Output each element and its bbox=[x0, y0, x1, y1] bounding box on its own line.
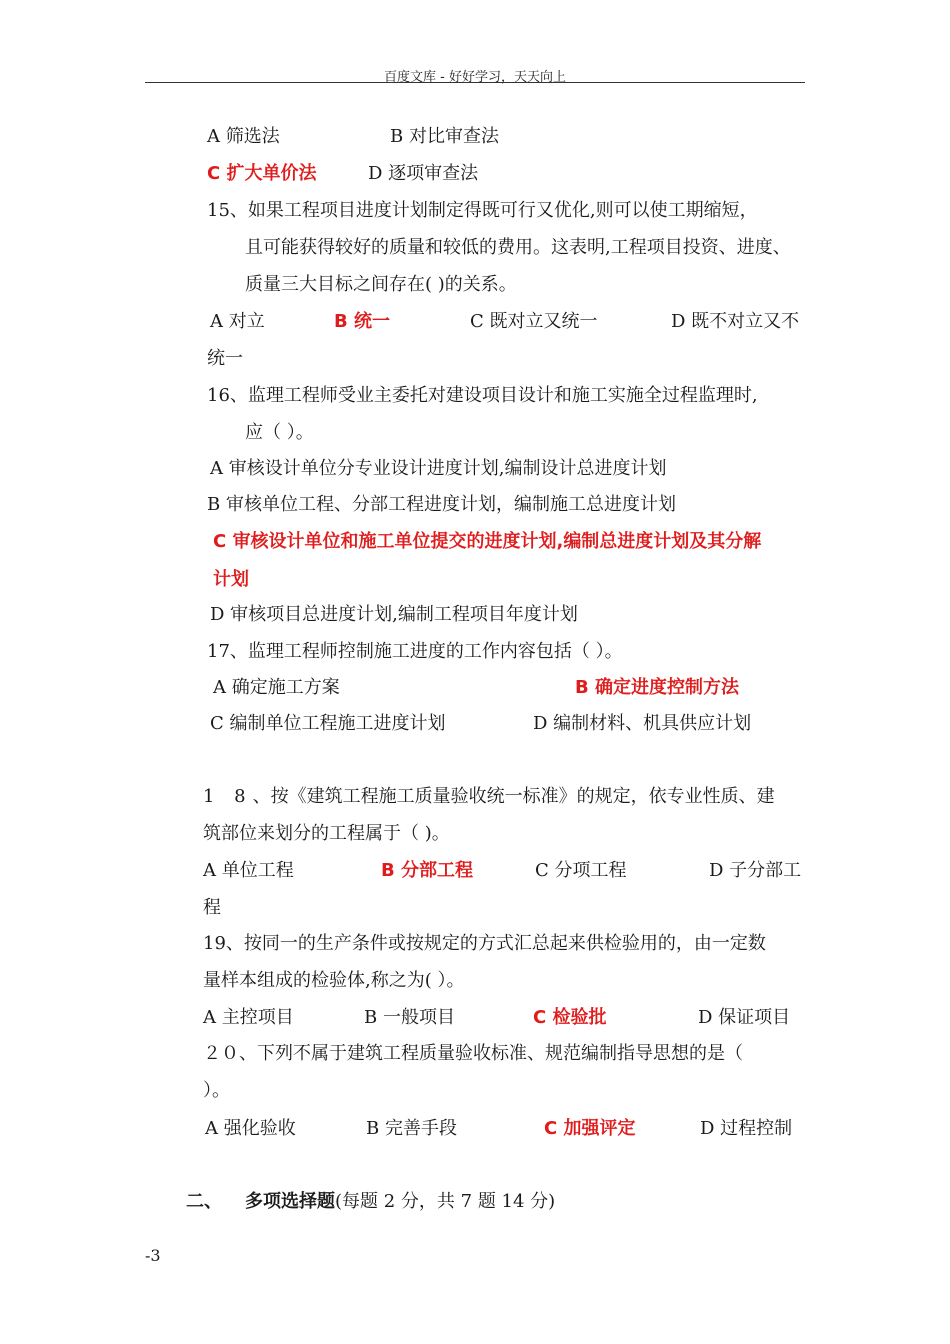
q18-option-c: C 分项工程 bbox=[535, 860, 627, 881]
q16-stem-line-2: 应（ ）。 bbox=[245, 422, 314, 443]
q16-stem-line-1: 16、监理工程师受业主委托对建设项目设计和施工实施全过程监理时, bbox=[207, 385, 758, 406]
page-number: -3 bbox=[145, 1246, 161, 1265]
q14-option-a: A 筛选法 bbox=[207, 126, 280, 147]
q16-option-b: B 审核单位工程、分部工程进度计划，编制施工总进度计划 bbox=[207, 494, 676, 515]
q15-stem-line-2: 且可能获得较好的质量和较低的费用。这表明,工程项目投资、进度、 bbox=[245, 237, 791, 258]
section-2-note: (每题 2 分，共 7 题 14 分) bbox=[335, 1191, 556, 1212]
q16-option-c-answer-continued: 计划 bbox=[213, 569, 249, 590]
q18-stem-line-1 bbox=[203, 786, 775, 808]
q15-option-c: C 既对立又统一 bbox=[470, 311, 598, 332]
q20-option-d: D 过程控制 bbox=[700, 1118, 793, 1139]
section-2-number: 二、 bbox=[186, 1191, 222, 1212]
q16-option-c-answer: C 审核设计单位和施工单位提交的进度计划,编制总进度计划及其分解 bbox=[213, 531, 762, 552]
q20-stem-line-1: ２０、下列不属于建筑工程质量验收标准、规范编制指导思想的是（ bbox=[203, 1043, 743, 1064]
q17-option-c: C 编制单位工程施工进度计划 bbox=[210, 713, 446, 734]
section-2-title: 多项选择题 bbox=[245, 1191, 335, 1212]
q15-option-a: A 对立 bbox=[210, 311, 265, 332]
q15-stem-line-1: 15、如果工程项目进度计划制定得既可行又优化,则可以使工期缩短， bbox=[207, 200, 758, 221]
section-2-heading bbox=[245, 1191, 555, 1213]
q20-option-a: A 强化验收 bbox=[205, 1118, 296, 1139]
q16-option-a: A 审核设计单位分专业设计进度计划,编制设计总进度计划 bbox=[210, 458, 667, 479]
q18-option-a: A 单位工程 bbox=[203, 860, 294, 881]
q20-stem-line-2: ）。 bbox=[203, 1080, 230, 1101]
q17-option-d: D 编制材料、机具供应计划 bbox=[533, 713, 752, 734]
q17-option-b-answer: B 确定进度控制方法 bbox=[575, 677, 739, 698]
q14-option-c-answer: C 扩大单价法 bbox=[207, 163, 317, 184]
q14-option-b: B 对比审查法 bbox=[390, 126, 499, 147]
q20-option-c-answer: C 加强评定 bbox=[544, 1118, 636, 1139]
q18-stem-line-2: 筑部位来划分的工程属于（ )。 bbox=[203, 823, 450, 844]
page-header: 百度文库 - 好好学习，天天向上 bbox=[384, 70, 566, 85]
q15-option-b-answer: B 统一 bbox=[334, 311, 390, 332]
q19-option-b: B 一般项目 bbox=[364, 1007, 455, 1028]
q20-option-b: B 完善手段 bbox=[366, 1118, 457, 1139]
q19-stem-line-2: 量样本组成的检验体,称之为( ）。 bbox=[203, 970, 465, 991]
q19-stem-line-1: 19、按同一的生产条件或按规定的方式汇总起来供检验用的，由一定数 bbox=[203, 933, 766, 954]
q15-stem-line-3: 质量三大目标之间存在( )的关系。 bbox=[245, 274, 517, 295]
q16-option-d: D 审核项目总进度计划,编制工程项目年度计划 bbox=[210, 604, 578, 625]
q19-option-d: D 保证项目 bbox=[698, 1007, 791, 1028]
q15-option-d-continued: 统一 bbox=[207, 348, 243, 369]
q18-stem-text: 、按《建筑工程施工质量验收统一标准》的规定，依专业性质、建 bbox=[252, 786, 775, 807]
q14-option-d: D 逐项审查法 bbox=[368, 163, 479, 184]
header-rule bbox=[145, 82, 805, 83]
q17-option-a: A 确定施工方案 bbox=[213, 677, 340, 698]
q18-option-b-answer: B 分部工程 bbox=[381, 860, 473, 881]
q17-stem: 17、监理工程师控制施工进度的工作内容包括（ ）。 bbox=[207, 641, 623, 662]
q19-option-a: A 主控项目 bbox=[203, 1007, 294, 1028]
q15-option-d: D 既不对立又不 bbox=[671, 311, 800, 332]
q19-option-c-answer: C 检验批 bbox=[533, 1007, 607, 1028]
q18-number: 1 8 bbox=[203, 786, 253, 807]
q18-option-d: D 子分部工 bbox=[709, 860, 802, 881]
q18-option-d-continued: 程 bbox=[203, 897, 221, 918]
